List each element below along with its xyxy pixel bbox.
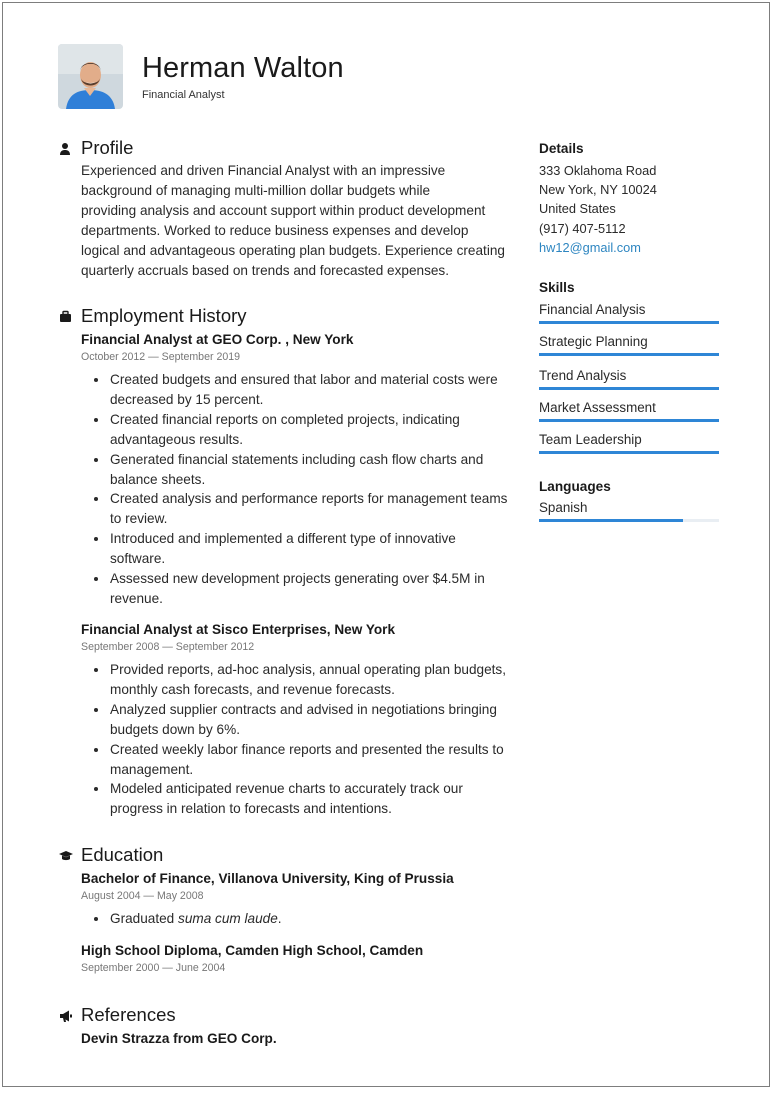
profile-line: providing analysis and account support within product development — [81, 202, 486, 218]
job-bullets — [95, 370, 513, 609]
list-item: • Introduced and implemented a different type of innovative software. — [109, 529, 513, 569]
languages-heading: Languages — [539, 479, 611, 494]
skill-bar-fill — [539, 451, 719, 454]
list-item: • Created budgets and ensured that labor and material costs were decreased by 15 percent. — [109, 370, 513, 410]
list-item — [109, 909, 513, 929]
job-dates: September 2008 — September 2012 — [81, 641, 255, 653]
job-title: Financial Analyst at GEO Corp. , New York — [81, 332, 354, 347]
language-label: Spanish — [539, 500, 588, 515]
education-heading: Education — [81, 844, 164, 865]
skill-label: Team Leadership — [539, 432, 642, 447]
graduation-cap-icon — [59, 849, 73, 863]
list-item: • Created financial reports on completed projects, indicating advantageous results. — [109, 410, 513, 450]
bullet-punct: . — [277, 911, 282, 926]
skill-bar — [539, 387, 719, 390]
skill-bar — [539, 419, 719, 422]
list-item: • Modeled anticipated revenue charts to accurately track our progress in relation to forecasts and intentions. — [109, 779, 513, 819]
skill-label: Financial Analysis — [539, 302, 646, 317]
skill-bar — [539, 353, 719, 356]
skill-label: Strategic Planning — [539, 334, 648, 349]
person-icon — [59, 142, 73, 156]
list-item: • Provided reports, ad-hoc analysis, annual operating plan budgets, monthly cash forecasts, and revenue forecasts. — [109, 660, 513, 700]
skill-item — [539, 432, 719, 454]
details-heading: Details — [539, 141, 584, 156]
briefcase-icon — [59, 310, 73, 324]
language-bar — [539, 519, 719, 522]
education-title: Bachelor of Finance, Villanova University, King of Prussia — [81, 871, 454, 886]
job-bullets — [95, 660, 513, 819]
phone: (917) 407-5112 — [539, 221, 626, 236]
candidate-name: Herman Walton — [142, 52, 344, 84]
list-item: • Created weekly labor finance reports and presented the results to management. — [109, 740, 513, 780]
country: United States — [539, 201, 616, 216]
job-title: Financial Analyst at Sisco Enterprises, New York — [81, 622, 396, 637]
skill-label: Trend Analysis — [539, 368, 627, 383]
profile-line: Experienced and driven Financial Analyst with an impressive — [81, 163, 446, 178]
profile-line: logical and advantageous operating plan budgets. Experience creating — [81, 242, 505, 258]
language-bar-fill — [539, 519, 683, 522]
references-heading: References — [81, 1004, 176, 1025]
education-title: High School Diploma, Camden High School, Camden — [81, 943, 424, 958]
profile-summary — [81, 161, 511, 280]
skill-bar-fill — [539, 419, 719, 422]
skill-item — [539, 302, 719, 324]
bullet-text: Graduated — [110, 911, 179, 926]
resume-page — [2, 2, 770, 1087]
address-line-2: New York, NY 10024 — [539, 182, 657, 197]
honors-text: suma cum laude — [178, 911, 278, 926]
profile-line: quarterly accruals based on trends and forecasted expenses. — [81, 262, 450, 278]
profile-line: background of managing multi-million dollar budgets while — [81, 182, 431, 198]
reference-name: Devin Strazza from GEO Corp. — [81, 1031, 277, 1046]
candidate-title: Financial Analyst — [142, 89, 225, 101]
profile-heading: Profile — [81, 137, 134, 158]
skill-item — [539, 334, 719, 356]
email-link[interactable]: hw12@gmail.com — [539, 240, 641, 255]
education-bullets — [95, 909, 513, 929]
list-item: • Assessed new development projects generating over $4.5M in revenue. — [109, 569, 513, 609]
skill-item — [539, 368, 719, 390]
skill-bar-fill — [539, 321, 719, 324]
skills-heading: Skills — [539, 280, 575, 295]
skill-bar-fill — [539, 387, 719, 390]
address-line-1: 333 Oklahoma Road — [539, 163, 657, 178]
skill-item — [539, 400, 719, 422]
job-dates: October 2012 — September 2019 — [81, 351, 241, 363]
education-dates: September 2000 — June 2004 — [81, 962, 226, 974]
skill-bar — [539, 321, 719, 324]
employment-heading: Employment History — [81, 305, 247, 326]
profile-line: departments. Worked to reduce business expenses and develop — [81, 222, 469, 238]
profile-photo — [58, 44, 123, 109]
skill-bar — [539, 451, 719, 454]
megaphone-icon — [59, 1009, 73, 1023]
skill-bar-fill — [539, 353, 719, 356]
list-item: • Created analysis and performance reports for management teams to review. — [109, 489, 513, 529]
language-item — [539, 500, 719, 522]
list-item: • Generated financial statements including cash flow charts and balance sheets. — [109, 450, 513, 490]
education-dates: August 2004 — May 2008 — [81, 890, 204, 902]
skill-label: Market Assessment — [539, 400, 656, 415]
list-item: • Analyzed supplier contracts and advised in negotiations bringing budgets down by 6%. — [109, 700, 513, 740]
